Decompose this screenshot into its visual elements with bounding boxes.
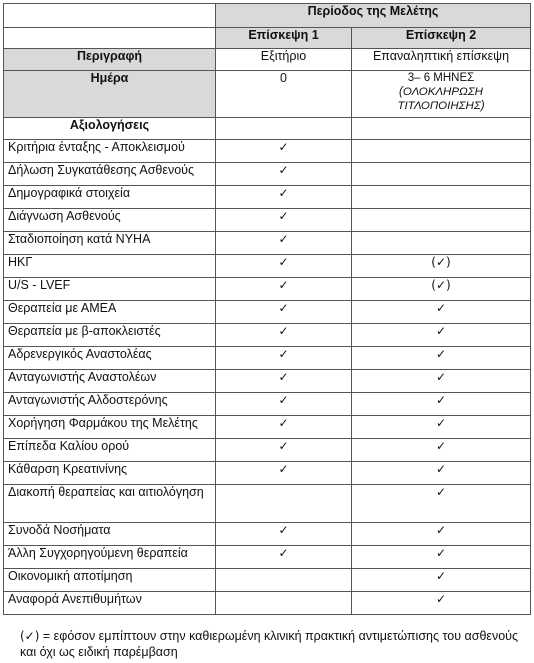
visit2-cell <box>352 439 531 462</box>
visit1-cell <box>216 301 352 324</box>
check-icon: ✓ <box>435 347 447 361</box>
assessment-label: Θεραπεία με ΑΜΕΑ <box>4 301 216 324</box>
table-row <box>4 278 531 301</box>
table-row <box>4 255 531 278</box>
check-icon: ✓ <box>278 278 289 292</box>
period-header-row <box>4 4 531 28</box>
visit2-cell <box>352 416 531 439</box>
assessment-label: Διακοπή θεραπείας και αιτιολόγηση <box>4 485 216 523</box>
visit1-cell <box>216 209 352 232</box>
visit1-cell <box>216 370 352 393</box>
assessment-label: U/S - LVEF <box>4 278 216 301</box>
visit1-cell <box>216 523 352 546</box>
table-row <box>4 186 531 209</box>
visit1-cell <box>216 347 352 370</box>
table-row <box>4 592 531 615</box>
table-row <box>4 209 531 232</box>
visit2-cell <box>352 140 531 163</box>
check-icon: ✓ <box>278 416 289 430</box>
visit2-header: Επίσκεψη 2 <box>352 28 531 49</box>
visit1-cell <box>216 569 352 592</box>
assessment-label: Κάθαρση Κρεατινίνης <box>4 462 216 485</box>
assessment-label: Δήλωση Συγκατάθεσης Ασθενούς <box>4 163 216 186</box>
check-icon: ✓ <box>435 485 447 499</box>
visit2-cell <box>352 209 531 232</box>
description-row <box>4 49 531 71</box>
table-row <box>4 416 531 439</box>
visit2-cell <box>352 569 531 592</box>
table-row <box>4 569 531 592</box>
visit2-description: Επαναληπτική επίσκεψη <box>352 49 531 71</box>
visit2-cell <box>352 278 531 301</box>
check-icon: ✓ <box>435 523 447 537</box>
assessment-label: Οικονομική αποτίμηση <box>4 569 216 592</box>
assessment-label: Αναφορά Ανεπιθυμήτων <box>4 592 216 615</box>
check-icon: ✓ <box>278 462 289 476</box>
check-icon: ✓ <box>435 546 447 560</box>
assessment-label: Ανταγωνιστής Αλδοστερόνης <box>4 393 216 416</box>
check-icon: ✓ <box>278 546 289 560</box>
check-icon: ✓ <box>435 301 447 315</box>
table-row <box>4 232 531 255</box>
day-label: Ημέρα <box>4 71 216 118</box>
table-row <box>4 324 531 347</box>
assessment-label: Αδρενεργικός Αναστολέας <box>4 347 216 370</box>
visit2-cell <box>352 163 531 186</box>
assessment-label: Σταδιοποίηση κατά NYHA <box>4 232 216 255</box>
conditional-check-icon: (✓) <box>431 255 451 269</box>
table-row <box>4 523 531 546</box>
table-row <box>4 393 531 416</box>
visit2-cell <box>352 462 531 485</box>
table-row <box>4 439 531 462</box>
table-row <box>4 163 531 186</box>
visit1-cell <box>216 140 352 163</box>
header-empty-cell <box>4 28 216 49</box>
visit2-cell <box>352 393 531 416</box>
check-icon: ✓ <box>278 324 289 338</box>
visit2-cell <box>352 523 531 546</box>
header-empty-cell <box>4 4 216 28</box>
visit2-cell <box>352 232 531 255</box>
check-icon: ✓ <box>278 232 289 246</box>
visit2-cell <box>352 347 531 370</box>
visit-header-row <box>4 28 531 49</box>
assessments-visit2-cell <box>352 118 531 140</box>
table-row <box>4 546 531 569</box>
visit2-day-range: 3– 6 ΜΗΝΕΣ <box>407 72 475 84</box>
visit2-cell <box>352 546 531 569</box>
visit2-cell <box>352 324 531 347</box>
check-icon: ✓ <box>435 439 447 453</box>
visit2-cell <box>352 370 531 393</box>
day-row <box>4 71 531 118</box>
visit1-cell <box>216 232 352 255</box>
assessment-label: Θεραπεία με β-αποκλειστές <box>4 324 216 347</box>
table-row <box>4 347 531 370</box>
visit1-cell <box>216 439 352 462</box>
visit1-cell <box>216 163 352 186</box>
check-icon: ✓ <box>435 592 447 606</box>
check-icon: ✓ <box>278 301 289 315</box>
visit1-cell <box>216 462 352 485</box>
check-icon: ✓ <box>278 186 289 200</box>
visit1-cell <box>216 278 352 301</box>
check-icon: ✓ <box>278 370 289 384</box>
assessment-label: Χορήγηση Φαρμάκου της Μελέτης <box>4 416 216 439</box>
assessment-label: Δημογραφικά στοιχεία <box>4 186 216 209</box>
check-icon: ✓ <box>435 416 447 430</box>
visit1-cell <box>216 485 352 523</box>
assessment-label: Κριτήρια ένταξης - Αποκλεισμού <box>4 140 216 163</box>
visit2-day <box>352 71 531 118</box>
assessments-row <box>4 118 531 140</box>
visit1-cell <box>216 324 352 347</box>
check-icon: ✓ <box>278 393 289 407</box>
assessment-label: Άλλη Συγχορηγούμενη θεραπεία <box>4 546 216 569</box>
visit1-cell <box>216 186 352 209</box>
check-icon: ✓ <box>278 523 289 537</box>
check-icon: ✓ <box>435 462 447 476</box>
visit2-cell <box>352 485 531 523</box>
visit1-cell <box>216 546 352 569</box>
footnote <box>20 628 520 660</box>
assessments-visit1-cell <box>216 118 352 140</box>
assessments-label: Αξιολογήσεις <box>4 118 216 140</box>
assessment-label: Ανταγωνιστής Αναστολέων <box>4 370 216 393</box>
visit2-cell <box>352 301 531 324</box>
assessment-label: ΗΚΓ <box>4 255 216 278</box>
table-row <box>4 301 531 324</box>
check-icon: ✓ <box>435 324 447 338</box>
assessment-label: Συνοδά Νοσήματα <box>4 523 216 546</box>
check-icon: ✓ <box>435 393 447 407</box>
check-icon: ✓ <box>435 569 447 583</box>
visit2-cell <box>352 255 531 278</box>
visit1-cell <box>216 592 352 615</box>
check-icon: ✓ <box>278 140 289 154</box>
table-row <box>4 485 531 523</box>
check-icon: ✓ <box>435 370 447 384</box>
conditional-check-icon: (✓) <box>431 278 451 292</box>
assessment-label: Διάγνωση Ασθενούς <box>4 209 216 232</box>
study-period-header: Περίοδος της Μελέτης <box>216 4 531 28</box>
visit1-day: 0 <box>216 71 352 118</box>
visit1-cell <box>216 393 352 416</box>
visit2-day-note: (ΟΛΟΚΛΗΡΩΣΗ ΤΙΤΛΟΠΟΙΗΣΗΣ) <box>397 86 485 112</box>
table-row <box>4 462 531 485</box>
visit2-cell <box>352 186 531 209</box>
visit1-cell <box>216 416 352 439</box>
assessment-label: Επίπεδα Καλίου ορού <box>4 439 216 462</box>
conditional-check-icon: (✓) <box>20 629 40 643</box>
description-label: Περιγραφή <box>4 49 216 71</box>
check-icon: ✓ <box>278 347 289 361</box>
check-icon: ✓ <box>278 209 289 223</box>
table-row <box>4 370 531 393</box>
check-icon: ✓ <box>278 439 289 453</box>
visit1-description: Εξιτήριο <box>216 49 352 71</box>
table-row <box>4 140 531 163</box>
visit1-header: Επίσκεψη 1 <box>216 28 352 49</box>
visit2-cell <box>352 592 531 615</box>
check-icon: ✓ <box>278 163 289 177</box>
check-icon: ✓ <box>278 255 289 269</box>
study-schedule-table <box>3 3 531 615</box>
footnote-text: = εφόσον εμπίπτουν στην καθιερωμένη κλινική πρακτική αντιμετώπισης του ασθενούς και όχι ως ειδική παρέμβαση <box>20 629 519 659</box>
visit1-cell <box>216 255 352 278</box>
